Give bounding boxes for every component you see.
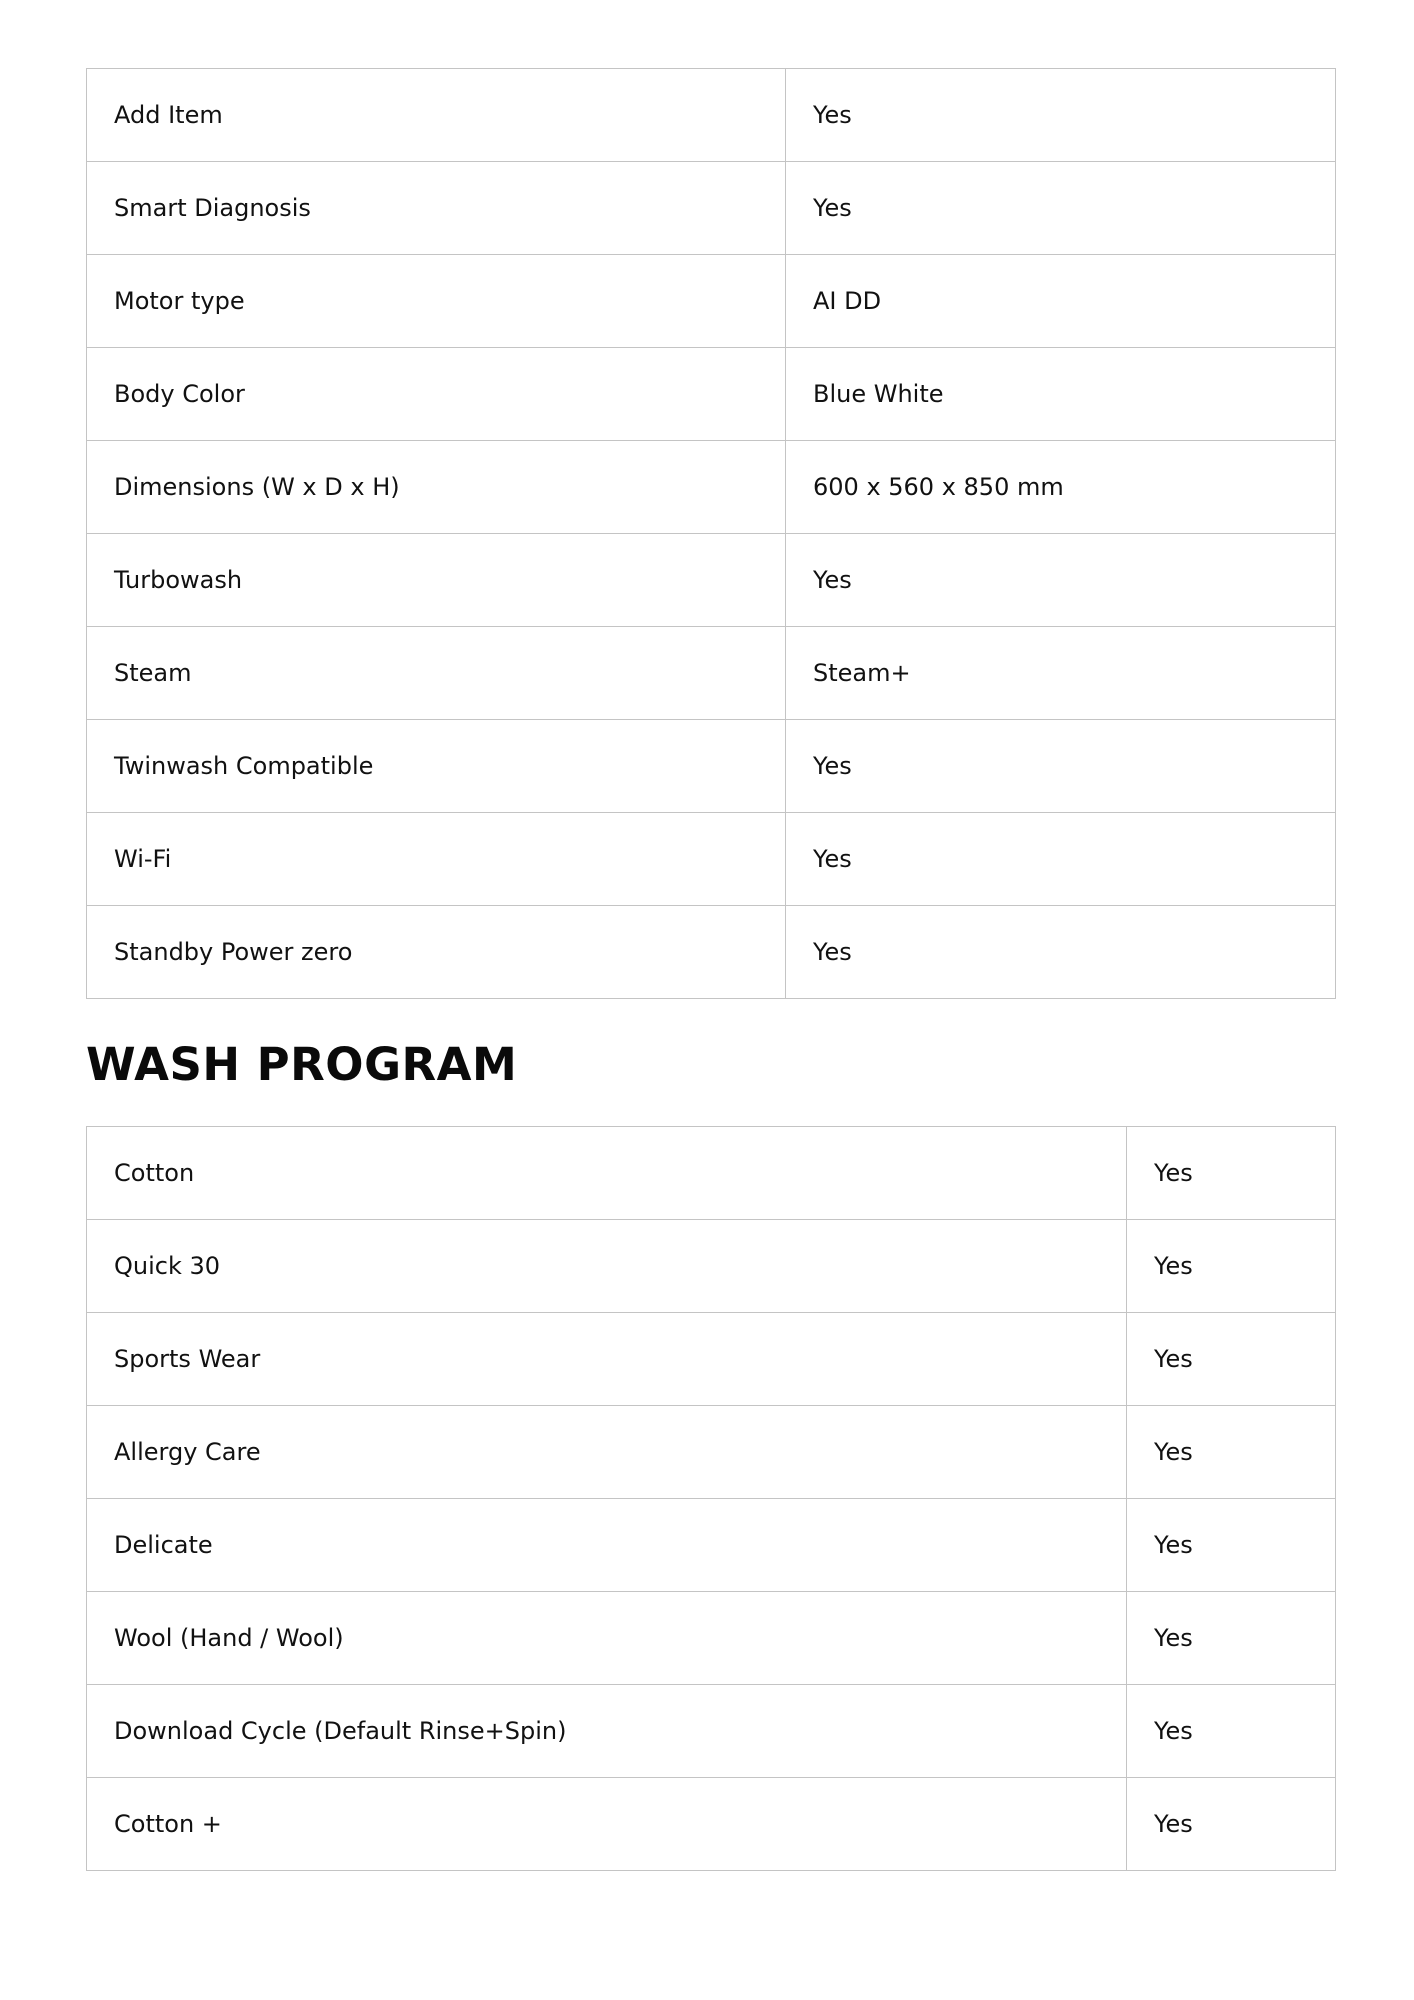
wash-program-table [86,1126,1336,1871]
program-label: Download Cycle (Default Rinse+Spin) [87,1685,1127,1778]
spec-label: Add Item [87,69,786,162]
spec-value: Yes [786,720,1336,813]
table-row [87,441,1336,534]
spec-label: Motor type [87,255,786,348]
table-row [87,1499,1336,1592]
table-row [87,1592,1336,1685]
program-value: Yes [1127,1127,1336,1220]
spec-value: Yes [786,162,1336,255]
table-row [87,1685,1336,1778]
program-label: Cotton + [87,1778,1127,1871]
spec-label: Body Color [87,348,786,441]
spec-value: Yes [786,69,1336,162]
table-row [87,813,1336,906]
program-label: Delicate [87,1499,1127,1592]
spec-value: Blue White [786,348,1336,441]
table-row [87,348,1336,441]
table-row [87,255,1336,348]
program-label: Cotton [87,1127,1127,1220]
spec-value: AI DD [786,255,1336,348]
program-label: Allergy Care [87,1406,1127,1499]
table-row [87,1406,1336,1499]
program-value: Yes [1127,1406,1336,1499]
table-row [87,1313,1336,1406]
spec-label: Turbowash [87,534,786,627]
spec-value: Yes [786,534,1336,627]
table-row [87,627,1336,720]
spec-value: 600 x 560 x 850 mm [786,441,1336,534]
program-value: Yes [1127,1313,1336,1406]
features-spec-table [86,68,1336,999]
spec-label: Steam [87,627,786,720]
table-row [87,720,1336,813]
table-row [87,162,1336,255]
wash-program-heading: WASH PROGRAM [86,1038,518,1091]
program-label: Sports Wear [87,1313,1127,1406]
program-value: Yes [1127,1592,1336,1685]
program-label: Wool (Hand / Wool) [87,1592,1127,1685]
spec-label: Dimensions (W x D x H) [87,441,786,534]
spec-label: Wi-Fi [87,813,786,906]
program-label: Quick 30 [87,1220,1127,1313]
spec-value: Yes [786,906,1336,999]
program-value: Yes [1127,1778,1336,1871]
table-row [87,906,1336,999]
table-row [87,1127,1336,1220]
spec-value: Yes [786,813,1336,906]
table-row [87,1220,1336,1313]
program-value: Yes [1127,1499,1336,1592]
table-row [87,1778,1336,1871]
table-row [87,534,1336,627]
spec-value: Steam+ [786,627,1336,720]
spec-label: Smart Diagnosis [87,162,786,255]
spec-label: Twinwash Compatible [87,720,786,813]
program-value: Yes [1127,1220,1336,1313]
spec-label: Standby Power zero [87,906,786,999]
table-row [87,69,1336,162]
program-value: Yes [1127,1685,1336,1778]
